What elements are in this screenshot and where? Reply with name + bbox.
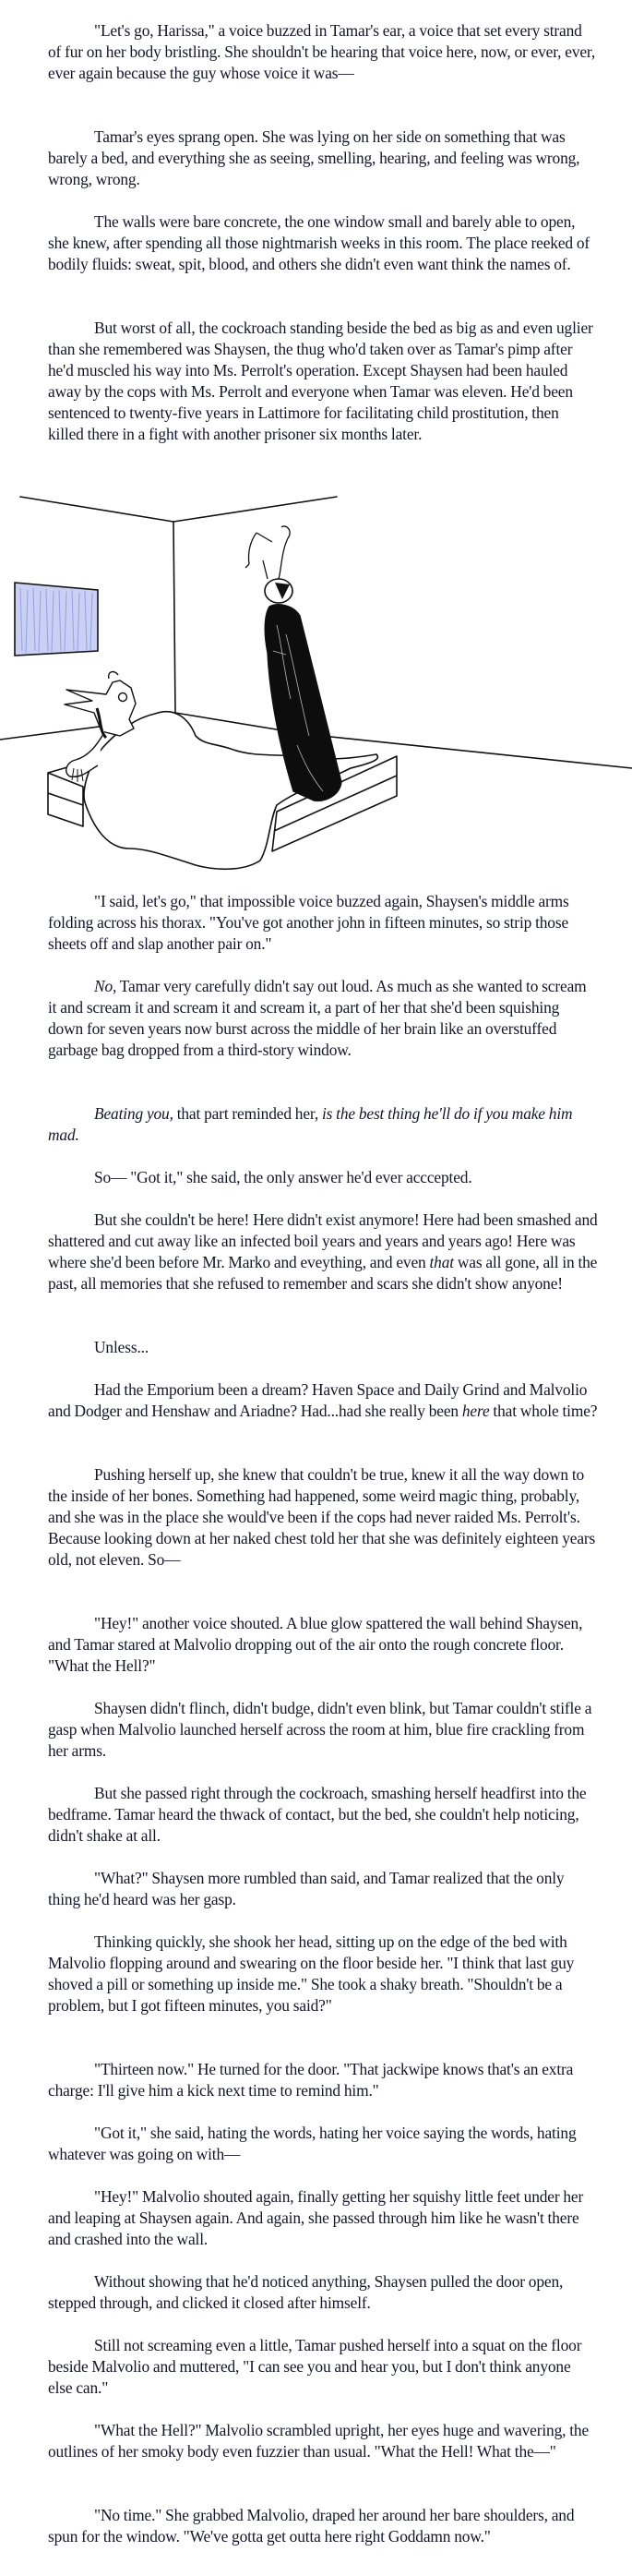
text-segment: Without showing that he'd noticed anything, Shaysen pulled the door open, stepped through, and clicked it closed after himself. — [48, 2272, 564, 2312]
text-segment: "Let's go, Harissa," a voice buzzed in Tamar's ear, a voice that set every strand of fur on her body bristling. She shouldn't be hearing that voice here, now, or ever, ever, ever again because the guy whose voice it was— — [48, 21, 596, 82]
paragraph — [48, 2059, 598, 2101]
paragraph — [48, 2420, 598, 2462]
paragraph — [48, 1464, 598, 1571]
text-segment: "I said, let's go," that impossible voice buzzed again, Shaysen's middle arms folding across his thorax. "You've got another john in fifteen minutes, so strip those sheets off and slap another pair on." — [48, 892, 569, 953]
text-segment: But worst of all, the cockroach standing beside the bed as big as and even uglier than she remembered was Shaysen, the thug who'd taken over as Tamar's pimp after he'd muscled his way into Ms. Perrolt's operation. Except Shaysen had been hauled away by the cops with Ms. Perrolt and everyone when Tamar was eleven. He'd been sentenced to twenty-five years in Lattimore for facilitating child prostitution, then killed there in a fight with another prisoner six months later. — [48, 319, 593, 443]
story-illustration — [0, 487, 632, 884]
paragraph — [48, 1337, 598, 1358]
text-segment: But she passed right through the cockroach, smashing herself headfirst into the bedframe. Tamar heard the thwack of contact, but the bed, she couldn't help noticing, didn't shake at all. — [48, 1784, 587, 1845]
text-segment: Tamar's eyes sprang open. She was lying on her side on something that was barely a bed, and everything she as seeing, smelling, hearing, and feeling was wrong, wrong, wrong. — [48, 127, 580, 188]
paragraph — [48, 2505, 598, 2547]
text-segment: Tamar very carefully didn't say out loud. As much as she wanted to scream it and scream it and scream it and scream it, a part of her that she'd been squishing down for seven years now burst across the middle of her brain like an overstuffed garbage bag dropped from a third-story window. — [48, 977, 587, 1059]
paragraph — [48, 211, 598, 275]
text-segment: "Thirteen now." He turned for the door. "That jackwipe knows that's an extra charge: I'll give him a kick next time to remind him." — [48, 2060, 574, 2100]
text-segment: The walls were bare concrete, the one window small and barely able to open, she knew, after spending all those nightmarish weeks in this room. The place reeked of bodily fluids: sweat, spit, blood, and others she didn't even want think the names of. — [48, 212, 590, 273]
text-segment: "What the Hell?" Malvolio scrambled upright, her eyes huge and wavering, the outlines of her smoky body even fuzzier than usual. "What the Hell! What the—" — [48, 2421, 590, 2461]
paragraph — [48, 891, 598, 955]
paragraph — [48, 1210, 598, 1294]
paragraph — [48, 976, 598, 1061]
text-segment: was all gone, all in the past, all memories that she refused to remember and scars she didn't show anyone! — [48, 1253, 598, 1293]
paragraph — [48, 20, 598, 84]
text-segment: "Got it," she said, hating the words, hating her voice saying the words, hating whatever was going on with— — [48, 2124, 577, 2163]
text-segment: So— "Got it," she said, the only answer he'd ever acccepted. — [94, 1168, 472, 1186]
paragraph — [48, 2186, 598, 2250]
text-segment: Unless... — [94, 1338, 149, 1356]
italic-text-segment: here — [461, 1402, 490, 1420]
text-segment: Still not screaming even a little, Tamar pushed herself into a squat on the floor beside Malvolio and muttered, "I can see you and hear you, but I don't think anyone else can." — [48, 2336, 582, 2397]
window-icon — [15, 583, 98, 656]
text-segment: "Hey!" another voice shouted. A blue glow spattered the wall behind Shaysen, and Tamar stared at Malvolio dropping out of the air onto the rough concrete floor. "What the Hell?" — [48, 1614, 583, 1675]
text-segment: Shaysen didn't flinch, didn't budge, didn't even blink, but Tamar couldn't stifle a gasp when Malvolio launched herself across the room at him, blue fire crackling from her arms. — [48, 1699, 592, 1760]
text-segment: Thinking quickly, she shook her head, sitting up on the edge of the bed with Malvolio flopping around and swearing on the floor beside her. "I think that last guy shoved a pill or something up inside me." She took a shaky breath. "Shouldn't be a problem, but I got fifteen minutes, you said?" — [48, 1932, 575, 2015]
paragraph — [48, 126, 598, 190]
ceiling-edge-right — [173, 497, 337, 522]
text-segment: that part reminded her, — [173, 1104, 322, 1123]
paragraph — [48, 2271, 598, 2314]
text-segment: Pushing herself up, she knew that couldn't be true, knew it all the way down to the inside of her bones. Something had happened, some weird magic thing, probably, and she was in the place she would've been if the cops had never raided Ms. Perrolt's. Because looking down at her naked chest told her that she was definitely eighteen years old, not eleven. So— — [48, 1465, 596, 1569]
text-segment: that whole time? — [489, 1402, 598, 1420]
text-segment: Had the Emporium been a dream? Haven Space and Daily Grind and Malvolio and Dodger and Henshaw and Ariadne? Had...had she really been — [48, 1380, 588, 1420]
italic-text-segment: is the best thing he'll do if you make him mad. — [48, 1104, 573, 1144]
italic-text-segment: Beating you, — [94, 1104, 173, 1123]
italic-text-segment: that — [429, 1253, 454, 1271]
paragraph — [48, 1698, 598, 1762]
paragraph — [48, 1868, 598, 1910]
text-segment: But she couldn't be here! Here didn't exist anymore! Here had been smashed and shattered and cut away like an infected boil years and years and years ago! Here was where she'd been before Mr. Marko and eveything, and even — [48, 1210, 598, 1271]
bedroom-scene-drawing — [0, 487, 632, 884]
italic-text-segment: No, — [94, 977, 117, 995]
paragraph — [48, 2123, 598, 2165]
ceiling-edge-left — [20, 497, 173, 522]
text-segment: "Hey!" Malvolio shouted again, finally getting her squishy little feet under her and leaping at Shaysen again. And again, she passed through him like he wasn't there and crashed into the wall. — [48, 2187, 584, 2248]
paragraph — [48, 318, 598, 445]
paragraph — [48, 2335, 598, 2399]
paragraph — [48, 1167, 598, 1188]
wall-corner-line — [173, 522, 175, 713]
paragraph — [48, 1783, 598, 1847]
paragraph — [48, 1103, 598, 1146]
paragraph — [48, 1613, 598, 1677]
text-segment: "No time." She grabbed Malvolio, draped her around her bare shoulders, and spun for the window. "We've gotta get outta here right Goddamn now." — [48, 2506, 575, 2546]
text-segment: "What?" Shaysen more rumbled than said, and Tamar realized that the only thing he'd heard was her gasp. — [48, 1869, 565, 1908]
paragraph — [48, 1932, 598, 2016]
paragraph — [48, 1379, 598, 1422]
